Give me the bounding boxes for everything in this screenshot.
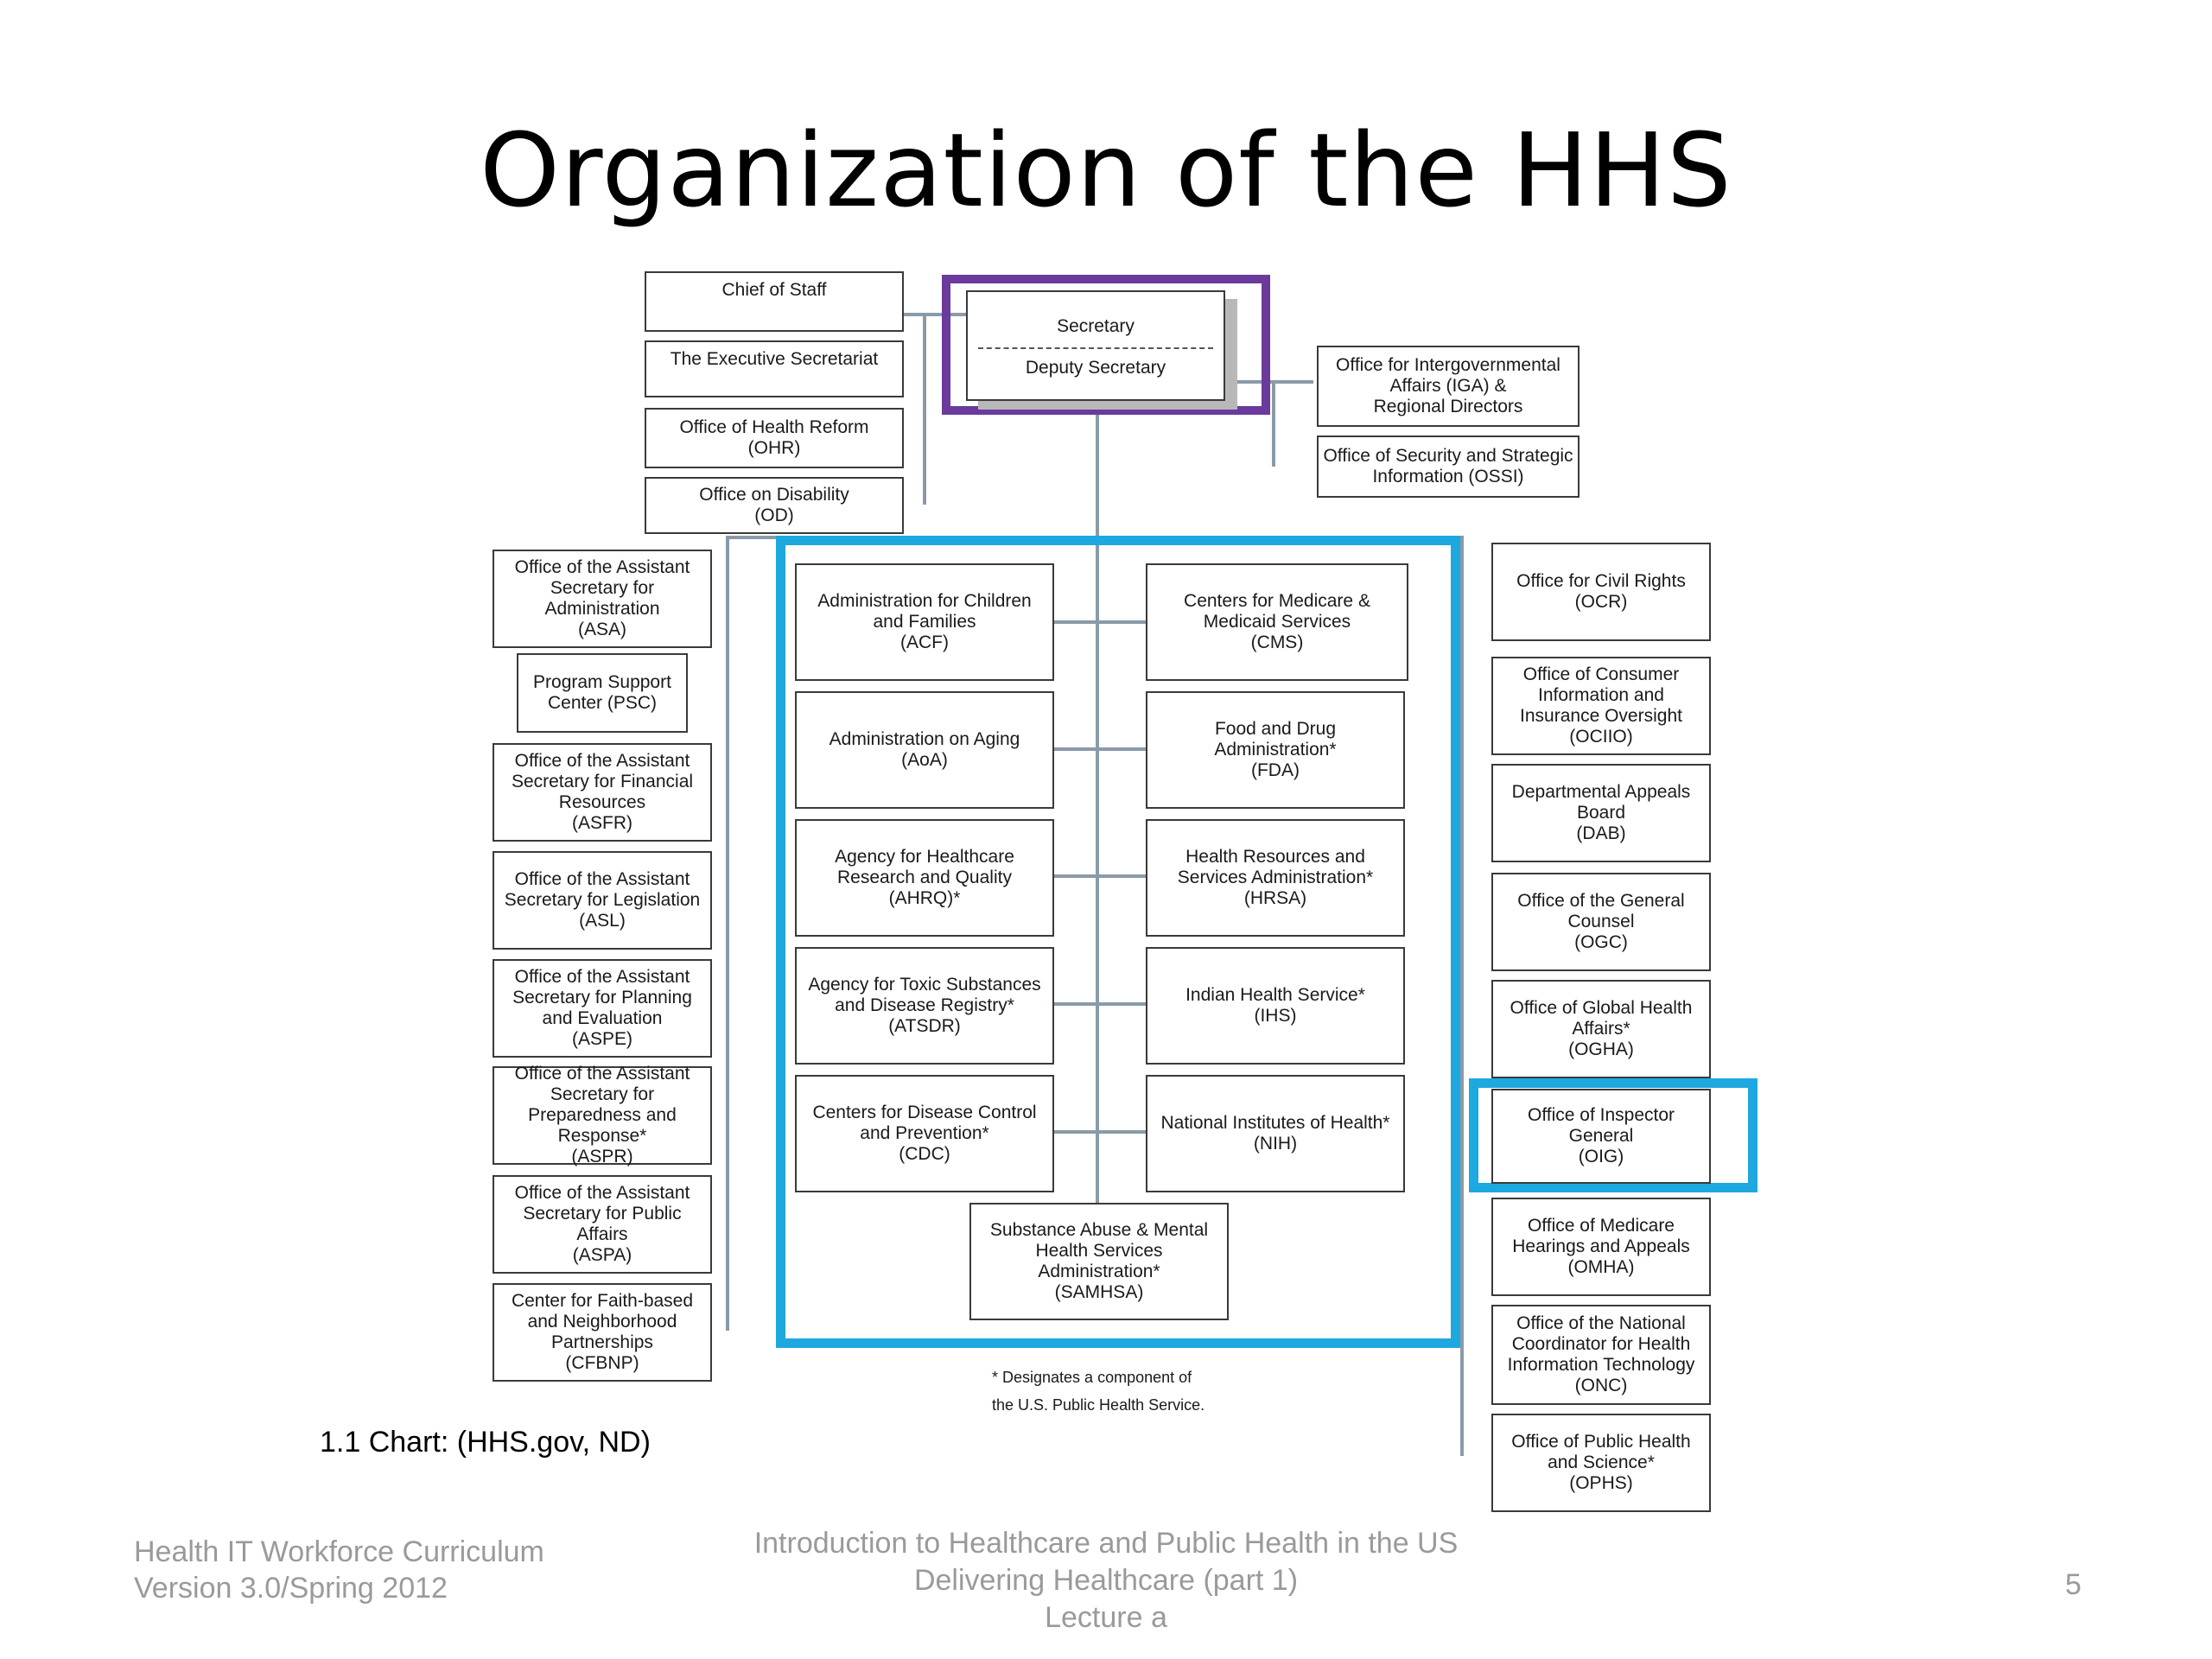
ogc-box: Office of the General Counsel (OGC): [1491, 873, 1711, 971]
footer-center-line: Delivering Healthcare (part 1): [913, 1564, 1299, 1597]
connector-right-spine: [1460, 536, 1464, 1456]
slide-title: Organization of the HHS: [480, 111, 1732, 230]
ocr-box: Office for Civil Rights (OCR): [1491, 543, 1711, 641]
aspa-box: Office of the Assistant Secretary for Public Affairs (ASPA): [493, 1175, 712, 1274]
chief-of-staff-box: Chief of Staff: [645, 271, 904, 332]
secretary-label: Secretary: [1057, 316, 1135, 336]
cfbnp-box: Center for Faith-based and Neighborhood Partnerships (CFBNP): [493, 1283, 712, 1382]
footer-center-line: Introduction to Healthcare and Public Health in the US: [753, 1527, 1459, 1560]
atsdr-box: Agency for Toxic Substances and Disease Registry* (ATSDR): [795, 947, 1054, 1065]
samhsa-box: Substance Abuse & Mental Health Services Administration* (SAMHSA): [969, 1203, 1229, 1320]
nih-box: National Institutes of Health* (NIH): [1146, 1075, 1405, 1192]
aspe-box: Office of the Assistant Secretary for Planning and Evaluation (ASPE): [493, 959, 712, 1058]
aoa-box: Administration on Aging (AoA): [795, 691, 1054, 809]
footnote-line: the U.S. Public Health Service.: [992, 1396, 1205, 1414]
cdc-box: Centers for Disease Control and Prevention* (CDC): [795, 1075, 1054, 1192]
connector-top-right-spine: [1272, 380, 1275, 467]
deputy-secretary-label: Deputy Secretary: [1025, 358, 1166, 378]
footer-center-line: Lecture a: [1045, 1601, 1167, 1634]
footnote-line: * Designates a component of: [992, 1369, 1192, 1386]
footer-left-line: Version 3.0/Spring 2012: [134, 1572, 448, 1605]
footer-center: [674, 1525, 1538, 1637]
onc-box: Office of the National Coordinator for Health Information Technology (ONC): [1491, 1305, 1711, 1405]
omha-box: Office of Medicare Hearings and Appeals (OMHA): [1491, 1198, 1711, 1296]
chart-caption: 1.1 Chart: (HHS.gov, ND): [320, 1426, 651, 1459]
secretary-box: [966, 290, 1225, 401]
connector-left-spine: [726, 536, 729, 1331]
connector-top-left-spine: [923, 313, 926, 505]
ociio-box: Office of Consumer Information and Insurance Oversight (OCIIO): [1491, 657, 1711, 755]
footer-left: [134, 1534, 544, 1606]
hrsa-box: Health Resources and Services Administration* (HRSA): [1146, 819, 1405, 937]
aspr-box: Office of the Assistant Secretary for Preparedness and Response* (ASPR): [493, 1066, 712, 1165]
ahrq-box: Agency for Healthcare Research and Quality (AHRQ)*: [795, 819, 1054, 937]
asa-box: Office of the Assistant Secretary for Administration (ASA): [493, 550, 712, 648]
cms-box: Centers for Medicare & Medicaid Services (CMS): [1146, 563, 1408, 681]
executive-secretariat-box: The Executive Secretariat: [645, 340, 904, 397]
footer-left-line: Health IT Workforce Curriculum: [134, 1535, 544, 1568]
ohr-box: Office of Health Reform (OHR): [645, 408, 904, 468]
oig-box: Office of Inspector General (OIG): [1491, 1089, 1711, 1184]
ophs-box: Office of Public Health and Science* (OPHS): [1491, 1414, 1711, 1512]
dab-box: Departmental Appeals Board (DAB): [1491, 764, 1711, 862]
fda-box: Food and Drug Administration* (FDA): [1146, 691, 1405, 809]
secretary-divider: [978, 347, 1213, 349]
asfr-box: Office of the Assistant Secretary for Financial Resources (ASFR): [493, 743, 712, 842]
footnote: [992, 1363, 1205, 1419]
iga-box: Office for Intergovernmental Affairs (IGA) & Regional Directors: [1317, 346, 1580, 427]
ihs-box: Indian Health Service* (IHS): [1146, 947, 1405, 1065]
ossi-box: Office of Security and Strategic Information (OSSI): [1317, 435, 1580, 498]
psc-box: Program Support Center (PSC): [517, 653, 688, 733]
asl-box: Office of the Assistant Secretary for Legislation (ASL): [493, 851, 712, 950]
page-number: 5: [2065, 1568, 2082, 1601]
acf-box: Administration for Children and Families (ACF): [795, 563, 1054, 681]
ogha-box: Office of Global Health Affairs* (OGHA): [1491, 980, 1711, 1078]
od-box: Office on Disability (OD): [645, 477, 904, 534]
